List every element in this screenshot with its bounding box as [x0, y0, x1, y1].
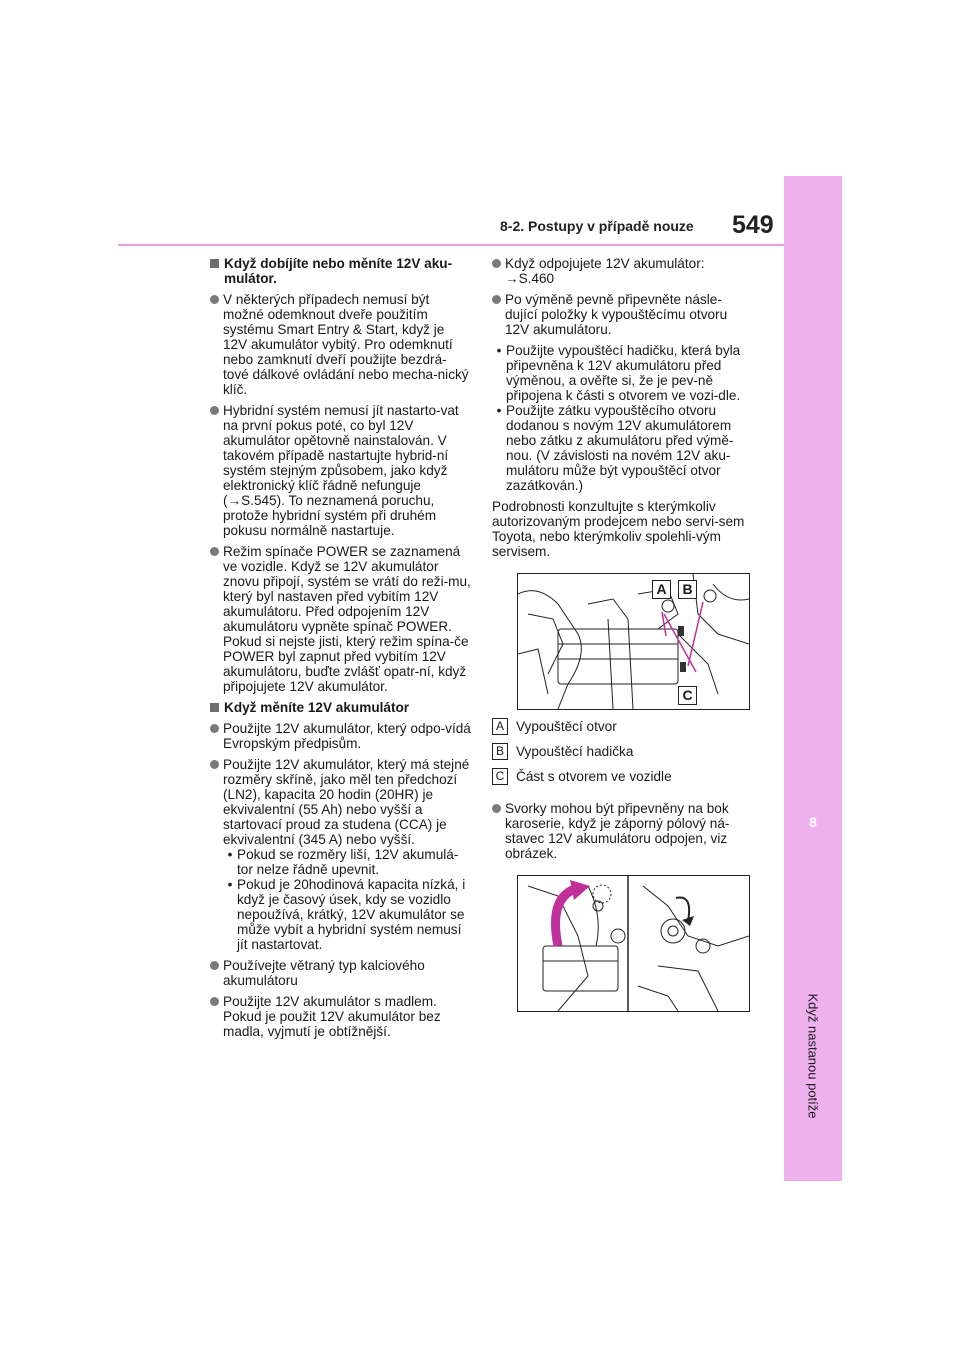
battery-drain-figure — [517, 573, 750, 710]
square-bullet-icon — [210, 703, 219, 712]
list-item-text: Když odpojujete 12V akumulátor: →S.460 — [505, 256, 705, 286]
round-bullet-icon — [492, 804, 501, 813]
list-item — [210, 994, 472, 1039]
sub-item: • Pokud se rozměry liší, 12V akumulá-tor nelze řádně upevnit. — [223, 847, 472, 877]
subsection-heading — [210, 700, 472, 715]
sub-item-text: Použijte vypouštěcí hadičku, která byla připevněna k 12V akumulátoru před výměnou, a ověřte si, že je pev-ně připojena k části s otvorem ve vozi-dle. — [506, 343, 741, 403]
list-item-text: Použijte 12V akumulátor, který odpo-vídá Evropským předpisům. — [223, 721, 471, 751]
round-bullet-icon — [492, 259, 501, 268]
list-item — [492, 292, 754, 337]
chapter-side-tab — [784, 176, 842, 1181]
callout-a: A — [652, 580, 671, 599]
list-item-text: Použijte 12V akumulátor s madlem. Pokud je použit 12V akumulátor bez madla, vyjmutí je obtížnější. — [223, 994, 441, 1039]
legend-item — [492, 743, 754, 760]
section-title: 8-2. Postupy v případě nouze — [500, 218, 694, 234]
list-item-text: Použijte 12V akumulátor, který má stejné rozměry skříně, jako měl ten předchozí (LN2), kapacita 20 hodin (20HR) je ekvivalentní (55 Ah) nebo vyšší a startovací proud za studena (CCA) je ekvivalentní (345 A) nebo vyšší. — [223, 757, 470, 847]
sub-item: • Pokud je 20hodinová kapacita nízká, i když je časový úsek, kdy se vozidlo nepoužívá, krátký, 12V akumulátor se může vybít a hybridní systém nemusí jít nastartovat. — [223, 877, 472, 952]
list-item-text: Režim spínače POWER se zaznamená ve vozidle. Když se 12V akumulátor znovu připojí, systém se vrátí do reži-mu, který byl nastaven před vybitím 12V akumulátoru. Před odpojením 12V akumulátoru vypněte spínač POWER. Pokud si nejste jisti, který režim spína-če POWER byl zapnut před vybitím 12V akumulátoru, buďte zvlášť opatr-ní, když připojujete 12V akumulátor. — [223, 544, 471, 694]
paragraph: Podrobnosti konzultujte s kterýmkoliv autorizovaným prodejcem nebo servi-sem Toyota, nebo kterýmkoliv spolehli-vým servisem. — [492, 499, 745, 559]
round-bullet-icon — [210, 997, 219, 1006]
legend-text: Vypouštěcí hadička — [516, 744, 634, 759]
sub-item-text: Použijte zátku vypouštěcího otvoru dodanou s novým 12V akumulátorem nebo zátku z akumulátoru před výmě-nou. (V závislosti na novém 12V aku-mulátoru může být vypouštěcí otvor zazátkován.) — [506, 403, 734, 493]
heading-text: Když měníte 12V akumulátor — [224, 700, 410, 715]
callout-c: C — [678, 686, 697, 705]
sub-item: • Použijte zátku vypouštěcího otvoru dodanou s novým 12V akumulátorem nebo zátku z akumulátoru před výmě-nou. (V závislosti na novém 12V aku-mulátoru může být vypouštěcí otvor zazátkován.) — [492, 403, 754, 493]
left-column — [210, 256, 472, 1045]
right-column — [492, 256, 754, 1012]
round-bullet-icon — [210, 295, 219, 304]
legend-text: Vypouštěcí otvor — [516, 719, 617, 734]
legend-key: C — [492, 768, 508, 785]
list-item — [492, 801, 754, 861]
chapter-title: Když nastanou potíže — [805, 993, 821, 1119]
round-bullet-icon — [210, 406, 219, 415]
list-item — [210, 403, 472, 538]
header-rule — [118, 244, 784, 246]
sub-item-text: Pokud se rozměry liší, 12V akumulá-tor nelze řádně upevnit. — [237, 847, 459, 877]
round-bullet-icon — [210, 547, 219, 556]
terminal-clamp-figure — [517, 875, 750, 1012]
list-item-text: Používejte větraný typ kalciového akumulátoru — [223, 958, 425, 988]
list-item-text: Svorky mohou být připevněny na bok karoserie, když je záporný pólový ná-stavec 12V akumulátoru odpojen, viz obrázek. — [505, 801, 730, 861]
chapter-number: 8 — [809, 814, 817, 830]
legend-text: Část s otvorem ve vozidle — [516, 769, 672, 784]
list-item — [210, 292, 472, 397]
page-number: 549 — [732, 211, 774, 239]
sub-item-text: Pokud je 20hodinová kapacita nízká, i když je časový úsek, kdy se vozidlo nepoužívá, krátký, 12V akumulátor se může vybít a hybridní systém nemusí jít nastartovat. — [237, 877, 466, 952]
sub-item: • Použijte vypouštěcí hadičku, která byla připevněna k 12V akumulátoru před výměnou, a ověřte si, že je pev-ně připojena k části s otvorem ve vozi-dle. — [492, 343, 754, 403]
legend-item — [492, 768, 754, 785]
list-item — [210, 958, 472, 988]
list-item — [492, 256, 754, 286]
legend-key: A — [492, 718, 508, 735]
list-item — [210, 721, 472, 751]
list-item-text: Hybridní systém nemusí jít nastarto-vat na první pokus poté, co byl 12V akumulátor opětovně nainstalován. V takovém případě nastartujte hybrid-ní systém stejným způsobem, jako když elektronický klíč řádně nefunguje (→S.545). To neznamená poruchu, protože hybridní systém při druhém pokusu normálně nastartuje. — [223, 403, 459, 538]
heading-text: Když dobíjíte nebo měníte 12V aku-mulátor. — [224, 256, 453, 286]
round-bullet-icon — [210, 961, 219, 970]
round-bullet-icon — [492, 295, 501, 304]
battery-drain-illustration — [518, 574, 749, 709]
round-bullet-icon — [210, 760, 219, 769]
list-item-text: V některých případech nemusí být možné odemknout dveře použitím systému Smart Entry & Start, když je 12V akumulátor vybitý. Pro odemknutí nebo zamknutí dveří použijte bezdrá-tové dálkové ovládání nebo mecha-nický klíč. — [223, 292, 469, 397]
list-item — [210, 757, 472, 952]
callout-b: B — [678, 580, 697, 599]
list-item — [210, 544, 472, 694]
terminal-clamp-illustration — [518, 876, 749, 1011]
round-bullet-icon — [210, 724, 219, 733]
subsection-heading — [210, 256, 472, 286]
legend-key: B — [492, 743, 508, 760]
list-item-text: Po výměně pevně připevněte násle-dující položky k vypouštěcímu otvoru 12V akumulátoru. — [505, 292, 728, 337]
square-bullet-icon — [210, 259, 219, 268]
legend-item — [492, 718, 754, 735]
